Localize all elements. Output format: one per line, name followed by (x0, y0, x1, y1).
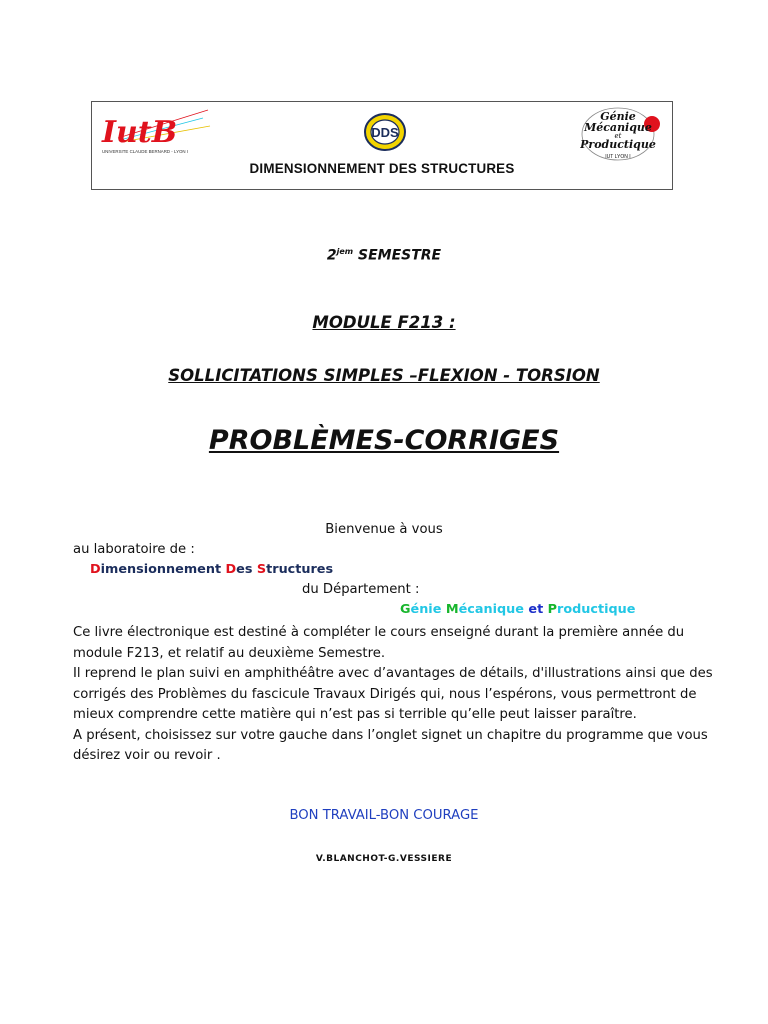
intro-paragraph (73, 623, 713, 767)
semester-heading (0, 247, 768, 264)
lab-name-s-initial: S (256, 562, 267, 577)
gmp-logo-line4: Productique (580, 138, 656, 151)
dept-name (400, 602, 635, 617)
gmp-logo-line3: et (614, 132, 622, 140)
authors-signature: V.BLANCHOT-G.VESSIERE (315, 854, 453, 864)
lab-name-s-rest: tructures (266, 562, 334, 577)
dept-name-p-rest: roductique (557, 602, 636, 617)
dept-name-m-initial: M (445, 602, 459, 617)
dept-intro-text: du Département : (302, 582, 420, 597)
page-title: PROBLÈMES-CORRIGES (208, 425, 560, 456)
dept-name-m-rest: écanique (458, 602, 529, 617)
gmp-logo (580, 106, 670, 162)
welcome-text: Bienvenue à vous (325, 522, 443, 537)
gmp-logo-line2: Mécanique (584, 121, 652, 134)
dds-logo-text: DDS (371, 125, 399, 140)
paragraph-purpose: Ce livre électronique est destiné à compléter le cours enseigné durant la première année du module F213, et relatif au deuxième Semestre. (73, 625, 685, 661)
header-banner (91, 101, 673, 190)
dept-name-et: et (528, 602, 548, 617)
dept-name-g-rest: énie (410, 602, 446, 617)
closing-motto: BON TRAVAIL-BON COURAGE (289, 808, 479, 823)
dept-name-p-initial: P (547, 602, 558, 617)
subject-heading: SOLLICITATIONS SIMPLES –FLEXION - TORSION (168, 366, 600, 385)
lab-name-d-rest: imensionnement (100, 562, 226, 577)
semester-label: SEMESTRE (358, 247, 442, 264)
gmp-logo-line1: Génie (600, 110, 636, 123)
lab-intro-text: au laboratoire de : (73, 542, 195, 557)
dds-logo (363, 110, 407, 154)
gmp-logo-caption: IUT LYON I (605, 154, 631, 160)
dept-name-g-initial: G (400, 602, 411, 617)
paragraph-content: Il reprend le plan suivi en amphithéâtre avec d’avantages de détails, d'illustrations ainsi que des corrigés des Problèmes du fascicule Travaux Dirigés qui, nous l’espérons, vous permettront de mieux comprendre cette matière qui n’est pas si terrible qu’elle peut laisser paraître. (73, 666, 713, 722)
lab-name-des-initial: D (225, 562, 237, 577)
iut-logo-caption: UNIVERSITE CLAUDE BERNARD - LYON I (102, 149, 189, 154)
iut-logo-text: IutB (102, 115, 178, 150)
lab-name (90, 562, 333, 577)
semester-suffix: jem (336, 247, 354, 256)
lab-name-d-initial: D (90, 562, 101, 577)
paragraph-navigation: A présent, choisissez sur votre gauche dans l’onglet signet un chapitre du programme que vous désirez voir ou revoir . (73, 727, 708, 763)
iut-b-logo (98, 108, 218, 156)
header-title: DIMENSIONNEMENT DES STRUCTURES (249, 161, 515, 176)
lab-name-des-rest: es (236, 562, 257, 577)
module-heading: MODULE F213 : (312, 313, 456, 332)
semester-number: 2 (326, 247, 337, 264)
